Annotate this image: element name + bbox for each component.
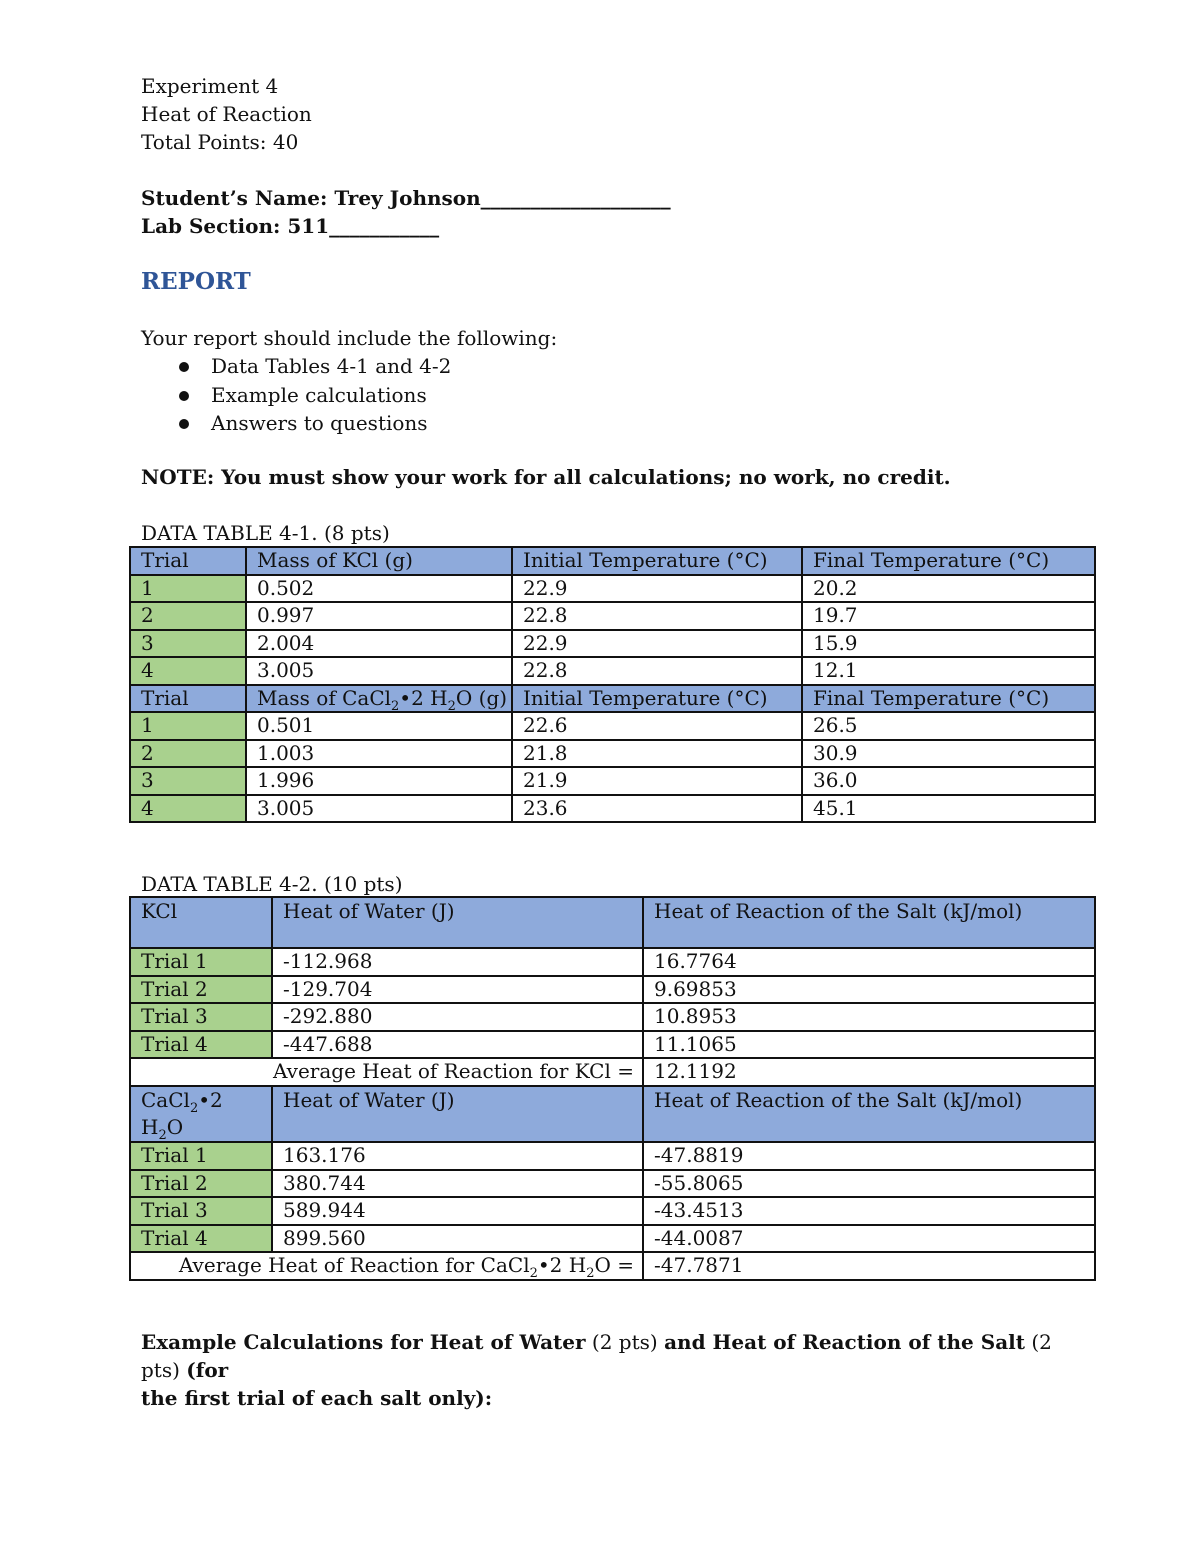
table-row [130, 657, 1095, 685]
heat-reaction-cell: -43.4513 [643, 1197, 1095, 1225]
trial-cell: 4 [130, 657, 246, 685]
table-row [130, 712, 1095, 740]
heat-reaction-cell: -44.0087 [643, 1225, 1095, 1253]
bullet-icon [179, 419, 189, 429]
heat-water-cell: 163.176 [272, 1142, 643, 1170]
mass-cell: 3.005 [246, 795, 512, 823]
trial-cell: Trial 2 [130, 1170, 272, 1198]
trial-cell: 2 [130, 740, 246, 768]
final-temp-cell: 15.9 [802, 630, 1095, 658]
header-cell: KCl [130, 897, 272, 948]
table-row [130, 1142, 1095, 1170]
example-calculations-heading: Example Calculations for Heat of Water (2 pts) and Heat of Reaction of the Salt (2 pts) (for the first trial of each salt only): [141, 1330, 1052, 1410]
initial-temp-cell: 22.9 [512, 630, 802, 658]
table-header-row [130, 897, 1095, 948]
experiment-title: Heat of Reaction [141, 102, 312, 126]
lab-section-blank: ___________ [329, 214, 440, 238]
list-item: Data Tables 4-1 and 4-2 [141, 352, 741, 381]
final-temp-cell: 12.1 [802, 657, 1095, 685]
final-temp-cell: 26.5 [802, 712, 1095, 740]
trial-cell: 1 [130, 575, 246, 603]
lab-section: Lab Section: 511 [141, 214, 330, 238]
list-item: Answers to questions [141, 409, 741, 438]
heat-reaction-cell: -55.8065 [643, 1170, 1095, 1198]
final-temp-cell: 30.9 [802, 740, 1095, 768]
mass-cell: 0.501 [246, 712, 512, 740]
trial-cell: Trial 1 [130, 948, 272, 976]
table-row [130, 602, 1095, 630]
heat-water-cell: -447.688 [272, 1031, 643, 1059]
header-cell: Trial [130, 685, 246, 713]
trial-cell: Trial 4 [130, 1225, 272, 1253]
final-temp-cell: 45.1 [802, 795, 1095, 823]
work-note: NOTE: You must show your work for all calculations; no work, no credit. [141, 465, 951, 489]
heat-water-cell: 380.744 [272, 1170, 643, 1198]
average-value: -47.7871 [643, 1252, 1095, 1280]
trial-cell: 4 [130, 795, 246, 823]
header-cell: Final Temperature (°C) [802, 547, 1095, 575]
header-cell: Initial Temperature (°C) [512, 685, 802, 713]
initial-temp-cell: 22.8 [512, 657, 802, 685]
trial-cell: 2 [130, 602, 246, 630]
student-name-blank: ___________________ [480, 186, 671, 210]
initial-temp-cell: 21.8 [512, 740, 802, 768]
final-temp-cell: 36.0 [802, 767, 1095, 795]
heat-water-cell: -292.880 [272, 1003, 643, 1031]
total-points: Total Points: 40 [141, 130, 299, 154]
heat-water-cell: 589.944 [272, 1197, 643, 1225]
trial-cell: Trial 1 [130, 1142, 272, 1170]
header-cell: Heat of Water (J) [272, 897, 643, 948]
mass-cell: 0.502 [246, 575, 512, 603]
average-row [130, 1252, 1095, 1280]
data-table-4-2 [129, 896, 1096, 1281]
table-header-row [130, 1086, 1095, 1142]
header-cell: Heat of Reaction of the Salt (kJ/mol) [643, 897, 1095, 948]
initial-temp-cell: 22.9 [512, 575, 802, 603]
report-heading: REPORT [141, 268, 251, 295]
header-cell: CaCl$_2$•2 $H_2O$ [130, 1086, 272, 1142]
data-table-4-1 [129, 546, 1096, 823]
table-row [130, 1003, 1095, 1031]
trial-cell: 3 [130, 630, 246, 658]
mass-cell: 3.005 [246, 657, 512, 685]
initial-temp-cell: 22.8 [512, 602, 802, 630]
final-temp-cell: 20.2 [802, 575, 1095, 603]
trial-cell: 3 [130, 767, 246, 795]
header-cell: Trial [130, 547, 246, 575]
header-cell: Mass of KCl (g) [246, 547, 512, 575]
trial-cell: Trial 3 [130, 1003, 272, 1031]
header-cell: Final Temperature (°C) [802, 685, 1095, 713]
table-row [130, 948, 1095, 976]
mass-cell: 0.997 [246, 602, 512, 630]
table-row [130, 795, 1095, 823]
header-cell: Initial Temperature (°C) [512, 547, 802, 575]
table1-caption: DATA TABLE 4-1. (8 pts) [141, 521, 390, 545]
trial-cell: Trial 3 [130, 1197, 272, 1225]
bullet-icon [179, 391, 189, 401]
table2-caption: DATA TABLE 4-2. (10 pts) [141, 872, 403, 896]
initial-temp-cell: 21.9 [512, 767, 802, 795]
table-header-row [130, 685, 1095, 713]
trial-cell: 1 [130, 712, 246, 740]
report-requirements-list [141, 352, 741, 438]
heat-reaction-cell: 10.8953 [643, 1003, 1095, 1031]
table-row [130, 1031, 1095, 1059]
mass-cell: 2.004 [246, 630, 512, 658]
table-row [130, 740, 1095, 768]
report-intro: Your report should include the following: [141, 326, 558, 350]
table-row [130, 1225, 1095, 1253]
header-cell: Mass of CaCl$_2$•2 $H_2O$ (g) [246, 685, 512, 713]
table-row [130, 575, 1095, 603]
average-value: 12.1192 [643, 1058, 1095, 1086]
header-cell: Heat of Reaction of the Salt (kJ/mol) [643, 1086, 1095, 1142]
average-label: Average Heat of Reaction for KCl = [130, 1058, 643, 1086]
trial-cell: Trial 2 [130, 976, 272, 1004]
heat-water-cell: -112.968 [272, 948, 643, 976]
experiment-number: Experiment 4 [141, 74, 279, 98]
average-label: Average Heat of Reaction for CaCl$_2$•2 $H_2O$ = [130, 1252, 643, 1280]
table-row [130, 1170, 1095, 1198]
student-name-line [141, 184, 671, 212]
average-row [130, 1058, 1095, 1086]
initial-temp-cell: 23.6 [512, 795, 802, 823]
table-header-row [130, 547, 1095, 575]
heat-reaction-cell: 11.1065 [643, 1031, 1095, 1059]
heat-reaction-cell: 9.69853 [643, 976, 1095, 1004]
student-name: Student’s Name: Trey Johnson [141, 186, 481, 210]
mass-cell: 1.996 [246, 767, 512, 795]
heat-reaction-cell: -47.8819 [643, 1142, 1095, 1170]
trial-cell: Trial 4 [130, 1031, 272, 1059]
bullet-icon [179, 362, 189, 372]
heat-water-cell: 899.560 [272, 1225, 643, 1253]
mass-cell: 1.003 [246, 740, 512, 768]
final-temp-cell: 19.7 [802, 602, 1095, 630]
list-item: Example calculations [141, 381, 741, 410]
heat-reaction-cell: 16.7764 [643, 948, 1095, 976]
heat-water-cell: -129.704 [272, 976, 643, 1004]
table-row [130, 767, 1095, 795]
initial-temp-cell: 22.6 [512, 712, 802, 740]
table-row [130, 630, 1095, 658]
lab-section-line [141, 212, 439, 240]
header-cell: Heat of Water (J) [272, 1086, 643, 1142]
table-row [130, 1197, 1095, 1225]
table-row [130, 976, 1095, 1004]
